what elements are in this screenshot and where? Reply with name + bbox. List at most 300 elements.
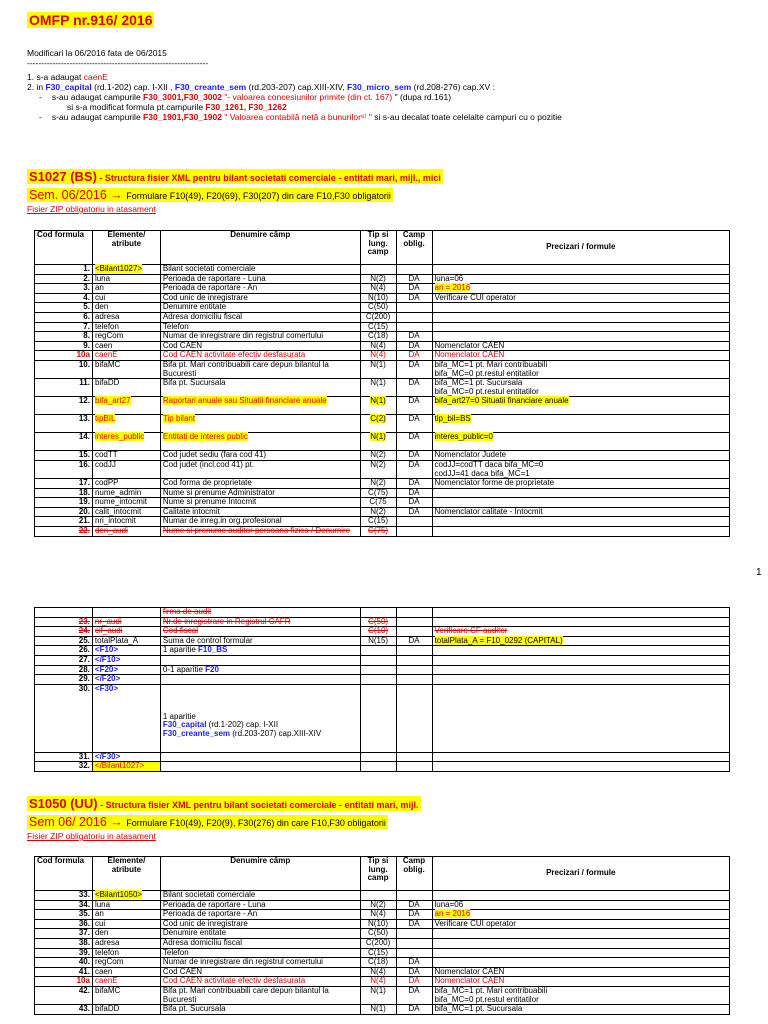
table-cell: <F30> (92, 684, 160, 752)
table-row (35, 655, 730, 665)
table-cell: nume_intocmit (92, 498, 160, 508)
table-cell: Cod judet (incl.cod 41) pt. (160, 460, 360, 478)
s1-sem-rest: Formulare F10(49), F20(69), F30(207) din care F10,F30 obligatorii (126, 191, 391, 201)
b2-b: F30_1901,F30_1902 (143, 112, 222, 122)
table-cell: Nomenclator Judete (432, 451, 729, 461)
table-cell: </F30> (92, 752, 160, 762)
table-cell: DA (396, 1005, 432, 1015)
table-row (35, 636, 730, 646)
table-cell: 23. (35, 617, 93, 627)
table-cell (432, 929, 730, 939)
header-elem: Elemente/ atribute (92, 231, 160, 265)
intro-line-2 (27, 82, 562, 92)
table-cell: 18. (35, 488, 93, 498)
table-cell: 30. (35, 684, 93, 752)
table-cell: 22. (35, 527, 93, 537)
table-cell (432, 265, 729, 275)
table-cell: Nume si prenume Administrator (160, 488, 360, 498)
table-cell: bifaMC (92, 360, 160, 378)
table-cell (160, 752, 360, 762)
table-cell: 19. (35, 498, 93, 508)
header-cod: Cod formula (35, 231, 93, 265)
table-cell: C(75) (360, 488, 396, 498)
table-cell (360, 608, 396, 618)
bullet-dash: - (39, 92, 42, 102)
table-cell: calit_intocmit (92, 507, 160, 517)
table-cell (432, 636, 729, 646)
table-cell: <F20> (92, 665, 160, 675)
table-cell (432, 527, 729, 537)
bullet-1 (27, 92, 562, 102)
table-cell (396, 762, 432, 772)
table-cell: 21. (35, 517, 93, 527)
table-cell: 34. (35, 900, 93, 910)
highlight: bifa_art27 (94, 396, 131, 406)
table-cell: den (92, 929, 160, 939)
table-cell: C(50) (360, 617, 396, 627)
table-cell (360, 415, 396, 433)
table-cell (92, 397, 160, 415)
b1-b: F30_3001,F30_3002 (143, 92, 222, 102)
table-cell (396, 929, 432, 939)
table-cell: </F20> (92, 675, 160, 685)
header-camp: Camp oblig. (396, 857, 432, 891)
table-cell: DA (396, 274, 432, 284)
l2-d: F30_creante_sem (174, 82, 247, 92)
table-cell (396, 517, 432, 527)
table-cell: 4. (35, 293, 93, 303)
table-cell (432, 312, 729, 322)
table-cell: Adresa domiciliu fiscal (160, 938, 360, 948)
s1-code: S1027 (BS) (29, 169, 97, 184)
table-cell: DA (396, 460, 432, 478)
table-cell (360, 646, 396, 656)
table-cell: 35. (35, 910, 93, 920)
header-elem: Elemente/ atribute (92, 857, 160, 891)
table-cell (432, 948, 730, 958)
table-cell: Numar de inregistrare din registrul comertului (160, 958, 360, 968)
table-cell: 1 aparitie F10_BS (160, 646, 360, 656)
table-cell: 9. (35, 341, 93, 351)
section1-title (27, 169, 443, 184)
table-cell: N(2) (360, 451, 396, 461)
table-cell: DA (396, 397, 432, 415)
s1-sem: Sem. 06/2016 → (29, 188, 127, 202)
table-cell: 42. (35, 986, 93, 1004)
table-cell: DA (396, 293, 432, 303)
table-cell (160, 675, 360, 685)
table-cell: C(18) (360, 958, 396, 968)
table-cell: adresa (92, 938, 160, 948)
table-cell (432, 332, 729, 342)
table-cell (396, 646, 432, 656)
table-cell (360, 665, 396, 675)
highlight: <Bilant1050> (94, 890, 143, 899)
table-cell (160, 415, 360, 433)
table-cell: 8. (35, 332, 93, 342)
table-cell: Verificare CF auditor (432, 627, 729, 637)
highlight: an = 2016 (434, 283, 471, 293)
table-cell: Telefon (160, 948, 360, 958)
table-cell: totalPlata_A (92, 636, 160, 646)
table-cell: 36. (35, 919, 93, 929)
table-row (35, 433, 730, 451)
l2-a: 2. in (27, 82, 46, 92)
table-cell: caen (92, 341, 160, 351)
section1-header (27, 168, 768, 214)
table-cell: 39. (35, 948, 93, 958)
table-cell: 32. (35, 762, 93, 772)
table-cell (432, 303, 729, 313)
b2-a: s-au adaugat campurile (51, 112, 144, 122)
table-cell (432, 762, 729, 772)
table-cell: N(2) (360, 507, 396, 517)
table-cell (396, 527, 432, 537)
page-title: OMFP nr.916/ 2016 (29, 12, 153, 28)
table-cell: DA (396, 451, 432, 461)
highlight: C(2) (370, 414, 386, 424)
table-cell: </F10> (92, 655, 160, 665)
table-cell (360, 891, 396, 901)
table-cell: 28. (35, 665, 93, 675)
table-cell: Nume si prenume Intocmit (160, 498, 360, 508)
modif-line: Modificari la 06/2016 fata de 06/2015 (27, 48, 167, 58)
table-row (35, 360, 730, 378)
l2-g: (rd.208-276) cap.XV : (411, 82, 495, 92)
table-row (35, 762, 730, 772)
table-cell: codJJ (92, 460, 160, 478)
table-cell: N(4) (360, 341, 396, 351)
table-cell: Cod CAEN activitate efectiv desfasurata (160, 351, 360, 361)
table-cell: 10. (35, 360, 93, 378)
f30-b1: F30_capital (162, 720, 207, 730)
intro-block (27, 48, 562, 122)
table-cell: N(4) (360, 284, 396, 294)
table-cell: 43. (35, 1005, 93, 1015)
table-cell: Perioada de raportare - An (160, 284, 360, 294)
table-cell: C(18) (360, 332, 396, 342)
b1-a: s-au adaugat campurile (51, 92, 144, 102)
f30-c (163, 730, 358, 739)
table-cell: Verificare CUI operator (432, 293, 729, 303)
table-cell: regCom (92, 958, 160, 968)
table-cell: C(15) (360, 948, 396, 958)
section1-sem (27, 188, 393, 202)
table-cell: cui (92, 293, 160, 303)
table-cell (360, 684, 396, 752)
table-cell: 5. (35, 303, 93, 313)
b2-d: si s-au decalat toate celelalte campuri cu o pozitie (371, 112, 562, 122)
table-row (35, 332, 730, 342)
l2-c: (rd.1-202) cap. I-XII , (91, 82, 175, 92)
s2-desc: - Structura fisier XML pentru bilant societati comerciale - entitati mari, mijl. (97, 800, 419, 810)
table-cell (432, 665, 729, 675)
header-prec: Precizari / formule (432, 231, 729, 265)
table-cell: 24. (35, 627, 93, 637)
table-cell: Bifa pt. Mari contribuabili care depun bilantul la Bucuresti (160, 986, 360, 1004)
table-row (35, 910, 730, 920)
table-row (35, 351, 730, 361)
table-cell: DA (396, 900, 432, 910)
table-cell: Cod judet sediu (fara cod 41) (160, 451, 360, 461)
table-cell: DA (396, 379, 432, 397)
table-cell: 12. (35, 397, 93, 415)
s2-sem: Sem 06/ 2016 → (29, 815, 127, 829)
f30-c2: (rd.203-207) cap.XIII-XIV (230, 728, 322, 738)
table-cell: regCom (92, 332, 160, 342)
table-cell: C(200) (360, 312, 396, 322)
table-row (35, 1005, 730, 1015)
table-cell: 29. (35, 675, 93, 685)
table-cell: <F10> (92, 646, 160, 656)
table-cell: Perioada de raportare - An (160, 910, 360, 920)
table-cell: caen (92, 967, 160, 977)
table-cell: Perioada de raportare - Luna (160, 900, 360, 910)
table-cell: Cod CAEN activitate efectiv desfasurata (160, 977, 360, 987)
table-cell: DA (396, 986, 432, 1004)
table-cell: bifaDD (92, 1005, 160, 1015)
table-cell: Suma de control formular (160, 636, 360, 646)
table-cell: Cod unic de inregistrare (160, 293, 360, 303)
table-cell (360, 762, 396, 772)
table-cell (432, 646, 729, 656)
b2-c: " Valoarea contabilă netă a bunurilor⁶⁾ " (221, 112, 372, 122)
l1-text: 1. s-a adaugat (27, 72, 84, 82)
table-cell (396, 265, 432, 275)
table-cell: telefon (92, 322, 160, 332)
table-cell: Nomenclator calitate - Intocmit (432, 507, 729, 517)
table-cell: Nomenclator CAEN (432, 977, 730, 987)
highlight: bifa_art27=0 Situatii financiare anuale (434, 396, 569, 406)
table-cell: 38. (35, 938, 93, 948)
table-cell: 2. (35, 274, 93, 284)
table-cell: C(10) (360, 627, 396, 637)
table-cell: codPP (92, 479, 160, 489)
table-s1027-body (35, 265, 730, 537)
table-cell: caenE (92, 351, 160, 361)
table-cell (396, 684, 432, 752)
f30-b2: (rd.1-202) cap. I-XII (206, 720, 279, 730)
bullet-1-cont (27, 102, 562, 112)
table-row (35, 684, 730, 752)
table-cell: DA (396, 507, 432, 517)
f30-c1: F30_creante_sem (162, 728, 231, 738)
table-cell: Bifa pt. Mari contribuabili care depun bilantul la Bucuresti (160, 360, 360, 378)
table-cell: Bifa pt. Sucursala (160, 379, 360, 397)
table-cell: Cod CAEN (160, 967, 360, 977)
table-cell: luna (92, 900, 160, 910)
table-cell: bifaMC (92, 986, 160, 1004)
table-cell (432, 910, 730, 920)
table-cell: C(50) (360, 303, 396, 313)
table-cell: 41. (35, 967, 93, 977)
table-cell: cif_audi (92, 627, 160, 637)
table-cell: caenE (92, 977, 160, 987)
header-camp: Camp oblig. (396, 231, 432, 265)
b1-e: si s-a modificat formula pt.campurile (67, 102, 206, 112)
page-number: 1 (756, 567, 762, 578)
table-cell: N(4) (360, 977, 396, 987)
table-cell: N(4) (360, 967, 396, 977)
table-cell: 6. (35, 312, 93, 322)
table-cell (92, 415, 160, 433)
table-cell: DA (396, 415, 432, 433)
table-cell (396, 655, 432, 665)
table-cell: Numar de inregistrare din registrul comertului (160, 332, 360, 342)
section1-fisier: Fisier ZIP obligatoriu in atasament (27, 204, 156, 214)
table-cell: N(2) (360, 479, 396, 489)
highlight: interes_public=0 (434, 432, 493, 442)
table-s1050 (34, 856, 730, 1015)
table-cell: N(1) (360, 360, 396, 378)
table-row (35, 284, 730, 294)
table-cell: 26. (35, 646, 93, 656)
table-cell (396, 312, 432, 322)
table-cell (396, 627, 432, 637)
table-cell: N(2) (360, 460, 396, 478)
bullet-dash: - (39, 112, 42, 122)
table-cell (432, 752, 729, 762)
form-ref: F10_BS (198, 645, 228, 655)
table-row (35, 958, 730, 968)
table-cell (432, 517, 729, 527)
highlight: Raportari anuale sau Situatii financiare anuale (162, 396, 327, 406)
table-cell (432, 938, 730, 948)
table-cell: 0-1 aparitie F20 (160, 665, 360, 675)
table-cell: firma de audit (160, 608, 360, 618)
table-row (35, 479, 730, 489)
table-cell (92, 608, 160, 618)
table-cell (92, 265, 160, 275)
table-cell: nume_admin (92, 488, 160, 498)
table-cell: N(4) (360, 351, 396, 361)
table-cell (160, 433, 360, 451)
table-cell: nr_audi (92, 617, 160, 627)
table-cell (432, 397, 729, 415)
table-cell: 37. (35, 929, 93, 939)
header-tip: Tip si lung. camp (360, 857, 396, 891)
header-cod: Cod formula (35, 857, 93, 891)
table-cell (396, 617, 432, 627)
table-cell: bifa_MC=1 pt. Sucursala (432, 1005, 730, 1015)
table-cell: N(1) (360, 379, 396, 397)
table-cell: </Bilant1027> (92, 762, 160, 772)
table-cell (432, 415, 729, 433)
table-cell: DA (396, 498, 432, 508)
table-cell: adresa (92, 312, 160, 322)
table-cell (396, 608, 432, 618)
table-cell (432, 684, 729, 752)
table-cell: DA (396, 351, 432, 361)
table-cell (432, 498, 729, 508)
table-cell (432, 608, 729, 618)
table-s1027 (34, 230, 730, 537)
l1-caene: caenE (83, 72, 108, 82)
table-cell: DA (396, 341, 432, 351)
table-cell: DA (396, 977, 432, 987)
table-cell: 33. (35, 891, 93, 901)
table-cell: 13. (35, 415, 93, 433)
l2-b: F30_capital (45, 82, 92, 92)
table-cell: C(75 (360, 498, 396, 508)
table-cell: 40. (35, 958, 93, 968)
table-cell: Denumire entitate (160, 303, 360, 313)
table-cell: Nr.de inregistrare in Registrul CAFR (160, 617, 360, 627)
table-cell: Numar de inreg.in org.profesional (160, 517, 360, 527)
table-cell: luna=06 (432, 274, 729, 284)
s2-sem-rest: Formulare F10(49), F20(9), F30(276) din care F10,F30 obligatorii (126, 818, 386, 828)
table-cell: Nume si prenume auditor persoana fizica / Denumire (160, 527, 360, 537)
highlight: N(1) (370, 396, 386, 406)
table-cell: 27. (35, 655, 93, 665)
table-row (35, 265, 730, 275)
table-header-row (35, 857, 730, 891)
table-cell (432, 322, 729, 332)
bullet-2 (27, 112, 562, 122)
highlight: tipBIL (94, 414, 116, 424)
table-cell: bifa_MC=1 pt. Sucursala bifa_MC=0 pt.restul entitatilor (432, 379, 729, 397)
highlight: tip_bil=BS (434, 414, 471, 424)
table-cell (160, 655, 360, 665)
table-cell: N(4) (360, 910, 396, 920)
table-cell (432, 655, 729, 665)
table-cell: 1. (35, 265, 93, 275)
table-cell: 15. (35, 451, 93, 461)
table-cell: DA (396, 636, 432, 646)
table-cell (160, 684, 360, 752)
table-cell: bifa_MC=1 pt. Mari contribuabili bifa_MC=0 pt.restul entitatilor (432, 986, 730, 1004)
table-cell: cui (92, 919, 160, 929)
table-cell: 11. (35, 379, 93, 397)
table-cell (360, 433, 396, 451)
header-den: Denumire câmp (160, 231, 360, 265)
table-cell (432, 958, 730, 968)
table-cell: Verificare CUI operator (432, 919, 730, 929)
table-row (35, 986, 730, 1004)
table-cell: DA (396, 433, 432, 451)
b1-c: "- valoarea concesiunilor primite (din ct. 167) (221, 92, 393, 102)
highlight: Entitati de interes public (162, 432, 248, 442)
table-cell: N(10) (360, 919, 396, 929)
s2-code: S1050 (UU) (29, 796, 98, 811)
dash-line: ---------------------------------------------------------------- (27, 58, 209, 68)
l2-e: (rd.203-207) cap.XIII-XIV, (246, 82, 348, 92)
table-row (35, 415, 730, 433)
table-cell (396, 752, 432, 762)
table-row (35, 646, 730, 656)
table-cell: DA (396, 967, 432, 977)
table-row (35, 891, 730, 901)
table-cell (92, 433, 160, 451)
table-cell: C(200) (360, 938, 396, 948)
section2-fisier: Fisier ZIP obligatoriu in atasament (27, 831, 156, 841)
highlight: interes_public (94, 432, 145, 442)
table-cell: Adresa domiciliu fiscal (160, 312, 360, 322)
s1-desc: - Structura fisier XML pentru bilant societati comerciale - entitati mari, mijl., mici (96, 173, 441, 183)
table-cell: 31. (35, 752, 93, 762)
table-row (35, 460, 730, 478)
section2-sem (27, 815, 388, 829)
table-cell: 20. (35, 507, 93, 517)
table-cell: N(1) (360, 986, 396, 1004)
header-den: Denumire câmp (160, 857, 360, 891)
form-ref: F20 (205, 664, 219, 674)
table-cell: Nomenclator CAEN (432, 351, 729, 361)
f30-a: 1 aparitie (162, 711, 196, 721)
table-cell: luna=06 (432, 900, 730, 910)
highlight: Tip bilant (162, 414, 196, 424)
table-cell (432, 891, 730, 901)
